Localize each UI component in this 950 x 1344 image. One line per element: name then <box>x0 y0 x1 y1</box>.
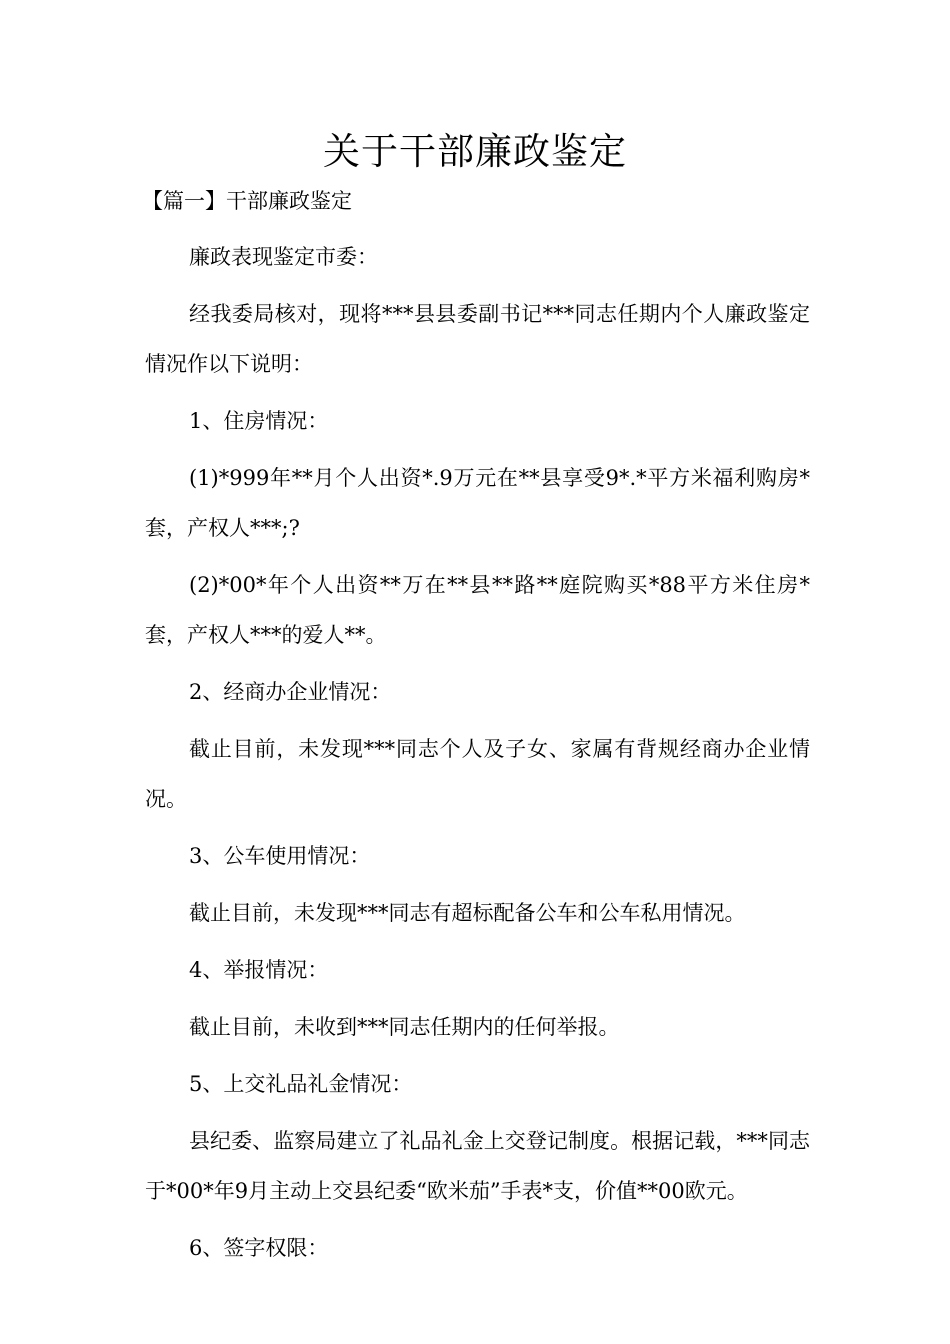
paragraph-business: 截止目前，未发现***同志个人及子女、家属有背规经商办企业情况。 <box>145 737 810 811</box>
heading-official-car: 3、公车使用情况： <box>189 844 371 868</box>
section-heading: 【篇一】干部廉政鉴定 <box>142 189 352 213</box>
heading-business: 2、经商办企业情况： <box>189 680 392 704</box>
paragraph-intro: 经我委局核对，现将***县县委副书记***同志任期内个人廉政鉴定情况作以下说明： <box>145 302 810 376</box>
paragraph-official-car: 截止目前，未发现***同志有超标配备公车和公车私用情况。 <box>189 901 746 925</box>
paragraph-greeting: 廉政表现鉴定市委： <box>189 245 378 269</box>
paragraph-housing-2: (2)*00*年个人出资**万在**县**路**庭院购买*88平方米住房*套，产权人***的爱人**。 <box>145 573 810 647</box>
paragraph-gifts: 县纪委、监察局建立了礼品礼金上交登记制度。根据记载，***同志于*00*年9月主动上交县纪委“欧米茄”手表*支，价值**00欧元。 <box>145 1129 810 1203</box>
heading-signing-authority: 6、签字权限： <box>189 1236 329 1260</box>
paragraph-reports: 截止目前，未收到***同志任期内的任何举报。 <box>189 1015 620 1039</box>
document-body <box>145 232 810 1280</box>
heading-reports: 4、举报情况： <box>189 958 329 982</box>
paragraph-housing-1: (1)*999年**月个人出资*.9万元在**县享受9*.*平方米福利购房*套，产权人***;? <box>145 466 810 540</box>
heading-gifts: 5、上交礼品礼金情况： <box>189 1072 413 1096</box>
heading-housing: 1、住房情况： <box>189 409 329 433</box>
document-title: 关于干部廉政鉴定 <box>323 130 627 173</box>
